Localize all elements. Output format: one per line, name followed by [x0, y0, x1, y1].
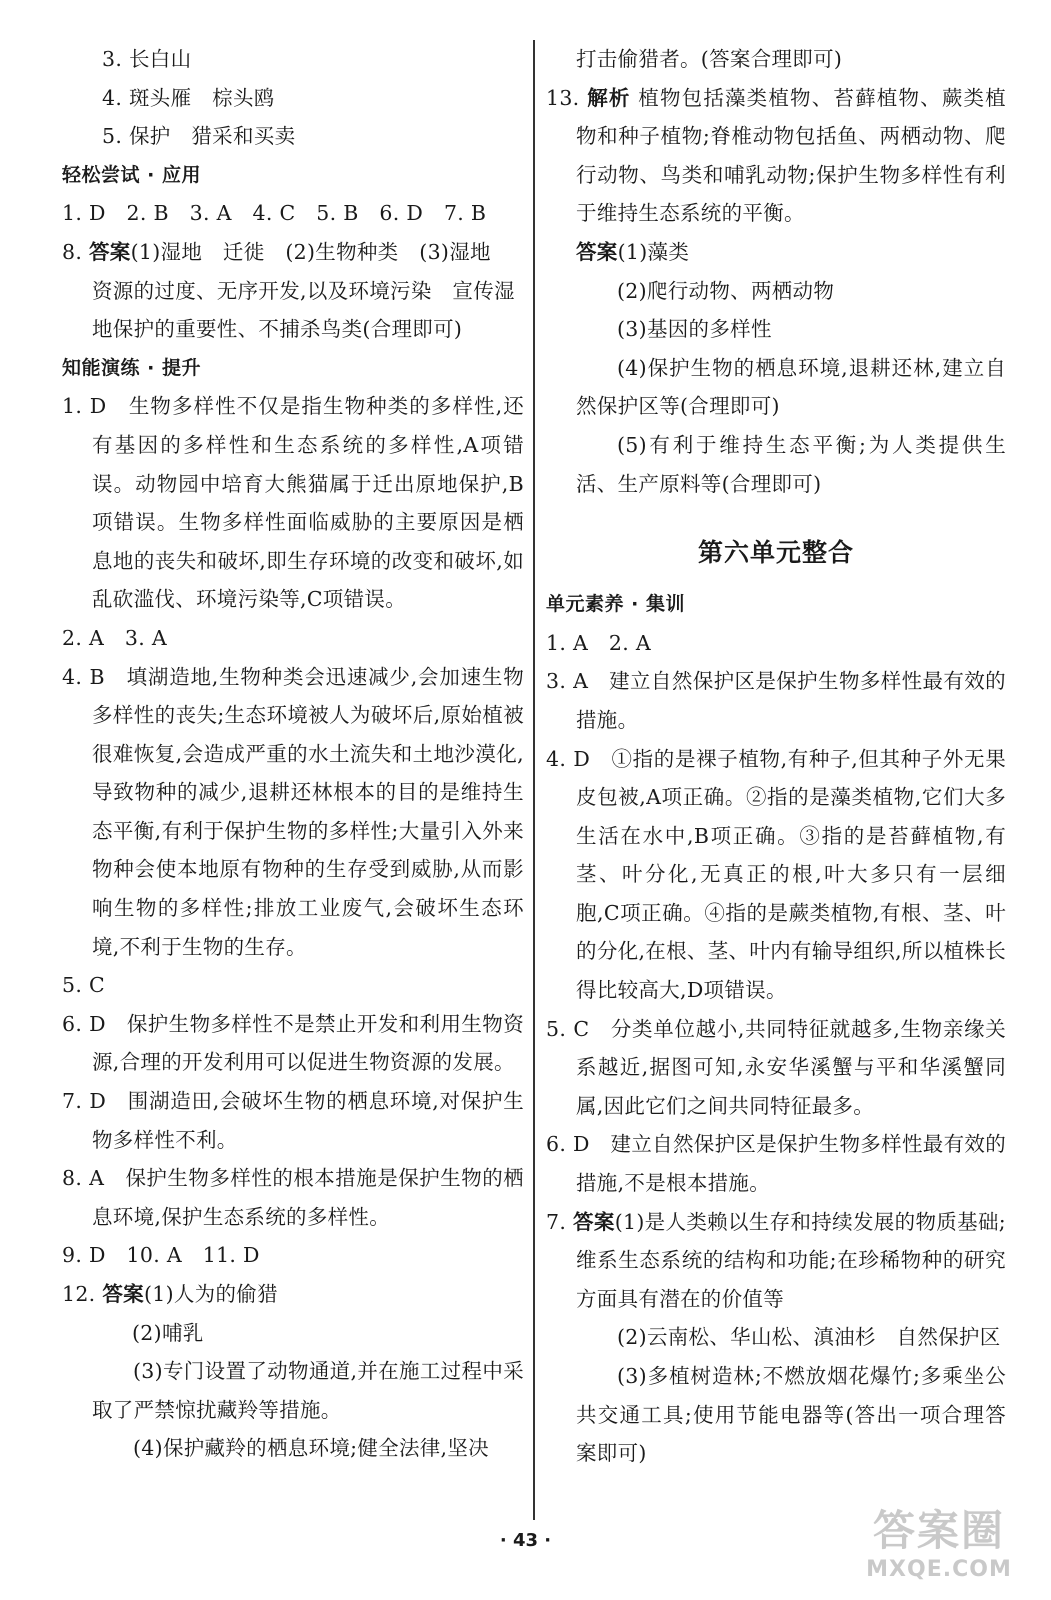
answer-line: 9. D 10. A 11. D — [62, 1243, 260, 1268]
right-column — [546, 40, 1006, 1473]
answer-line: (2)哺乳 — [132, 1320, 204, 1345]
answer-item-12: 12. 答案(1)人为的偷猎 — [62, 1282, 278, 1306]
answer-line: 3. 长白山 — [102, 47, 192, 71]
answer-line: (4)保护生物的栖息环境,退耕还林,建立自然保护区等(合理即可) — [576, 355, 1006, 419]
answer-item-7: 7. D 围湖造田,会破坏生物的栖息环境,对保护生物多样性不利。 — [62, 1089, 524, 1152]
watermark-logo — [849, 1505, 1029, 1595]
answer-line: 打击偷猎者。(答案合理即可) — [576, 47, 843, 71]
answer-item-u3: 3. A 建立自然保护区是保护生物多样性最有效的措施。 — [546, 669, 1006, 732]
answer-line: (2)爬行动物、两栖动物 — [617, 278, 835, 303]
column-divider — [533, 40, 535, 1520]
answer-item-u5: 5. C 分类单位越小,共同特征就越多,生物亲缘关系越近,据图可知,永安华溪蟹与平和华溪蟹同属,因此它们之间共同特征最多。 — [546, 1016, 1006, 1118]
answer-line: 1. D 2. B 3. A 4. C 5. B 6. D 7. B — [62, 201, 487, 226]
answer-line: (5)有利于维持生态平衡;为人类提供生活、生产原料等(合理即可) — [576, 432, 1006, 496]
unit-title: 第六单元整合 — [697, 538, 854, 568]
left-column — [62, 40, 524, 1468]
answer-item-u6: 6. D 建立自然保护区是保护生物多样性最有效的措施,不是根本措施。 — [546, 1132, 1006, 1196]
answer-line: (4)保护藏羚的栖息环境;健全法律,坚决 — [133, 1436, 489, 1461]
answer-line: 资源的过度、无序开发,以及环境污染 宣传湿 — [92, 278, 515, 303]
answer-tag: 答案 — [573, 1209, 615, 1234]
answer-line: (3)多植树造林;不燃放烟花爆竹;多乘坐公共交通工具;使用节能电器等(答出一项合理答案即可) — [576, 1364, 1006, 1466]
answer-tag: 答案 — [576, 239, 618, 264]
answer-line: 5. C — [62, 973, 105, 998]
watermark-url: MXQE.COM — [866, 1557, 1012, 1582]
answer-line: (2)云南松、华山松、滇油杉 自然保护区 — [617, 1325, 1001, 1350]
answer-line: 1. A 2. A — [546, 630, 651, 655]
answer-item-8: 8. 答案(1)湿地 迁徙 (2)生物种类 (3)湿地 — [62, 239, 491, 264]
section-heading-easy-try: 轻松尝试 · 应用 — [62, 163, 201, 186]
answer-tag: 答案 — [102, 1282, 144, 1306]
answer-item-4: 4. B 填湖造地,生物种类会迅速减少,会加速生物多样性的丧失;生态环境被人为破坏后,原始植被很难恢复,会造成严重的水土流失和土地沙漠化,导致物种的减少,退耕还林根本的目的是维持生态平衡,有利于保护生物的多样性;大量引入外来物种会使本地原有物种的生存受到威胁,从而影响生物的多样性;排放工业废气,会破坏生态环境,不利于生物的生存。 — [62, 664, 524, 959]
section-heading-practice: 知能演练 · 提升 — [62, 356, 201, 379]
answer-item-u4: 4. D ①指的是裸子植物,有种子,但其种子外无果皮包被,A项正确。②指的是藻类植物,它们大多生活在水中,B项正确。③指的是苔藓植物,有茎、叶分化,无真正的根,叶大多只有一层细胞,C项正确。④指的是蕨类植物,有根、茎、叶的分化,在根、茎、叶内有输导组织,所以植株长得比较高大,D项错误。 — [546, 746, 1006, 1003]
page-number: · 43 · — [499, 1530, 552, 1551]
section-heading-unit-training: 单元素养 · 集训 — [546, 593, 685, 616]
answer-line: 地保护的重要性、不捕杀鸟类(合理即可) — [92, 317, 463, 342]
answer-item-13: 13. 解析 植物包括藻类植物、苔藓植物、蕨类植物和种子植物;脊椎动物包括鱼、两栖动物、爬行动物、鸟类和哺乳动物;保护生物多样性有利于维持生态系统的平衡。 — [546, 85, 1006, 226]
answer-line: 答案(1)藻类 — [576, 239, 690, 264]
answer-line: 5. 保护 猎采和买卖 — [102, 124, 296, 149]
watermark-text: 答案圈 — [872, 1506, 1005, 1555]
analysis-tag: 解析 — [587, 85, 631, 110]
answer-line: (3)基因的多样性 — [617, 317, 772, 342]
answer-item-1: 1. D 生物多样性不仅是指生物种类的多样性,还有基因的多样性和生态系统的多样性,A项错误。动物园中培育大熊猫属于迁出原地保护,B项错误。生物多样性面临威胁的主要原因是栖息地的丧失和破坏,即生存环境的改变和破坏,如乱砍滥伐、环境污染等,C项错误。 — [62, 394, 524, 612]
answer-tag: 答案 — [88, 239, 131, 264]
answer-line: 4. 斑头雁 棕头鸥 — [102, 85, 275, 110]
answer-line: (3)专门设置了动物通道,并在施工过程中采取了严禁惊扰藏羚等措施。 — [92, 1359, 524, 1422]
answer-item-u7: 7. 答案(1)是人类赖以生存和持续发展的物质基础;维系生态系统的结构和功能;在珍稀物种的研究方面具有潜在的价值等 — [546, 1209, 1006, 1311]
answer-item-8b: 8. A 保护生物多样性的根本措施是保护生物的栖息环境,保护生态系统的多样性。 — [62, 1166, 524, 1229]
answer-item-6: 6. D 保护生物多样性不是禁止开发和利用生物资源,合理的开发利用可以促进生物资源的发展。 — [62, 1011, 524, 1075]
answer-line: 2. A 3. A — [62, 625, 167, 650]
